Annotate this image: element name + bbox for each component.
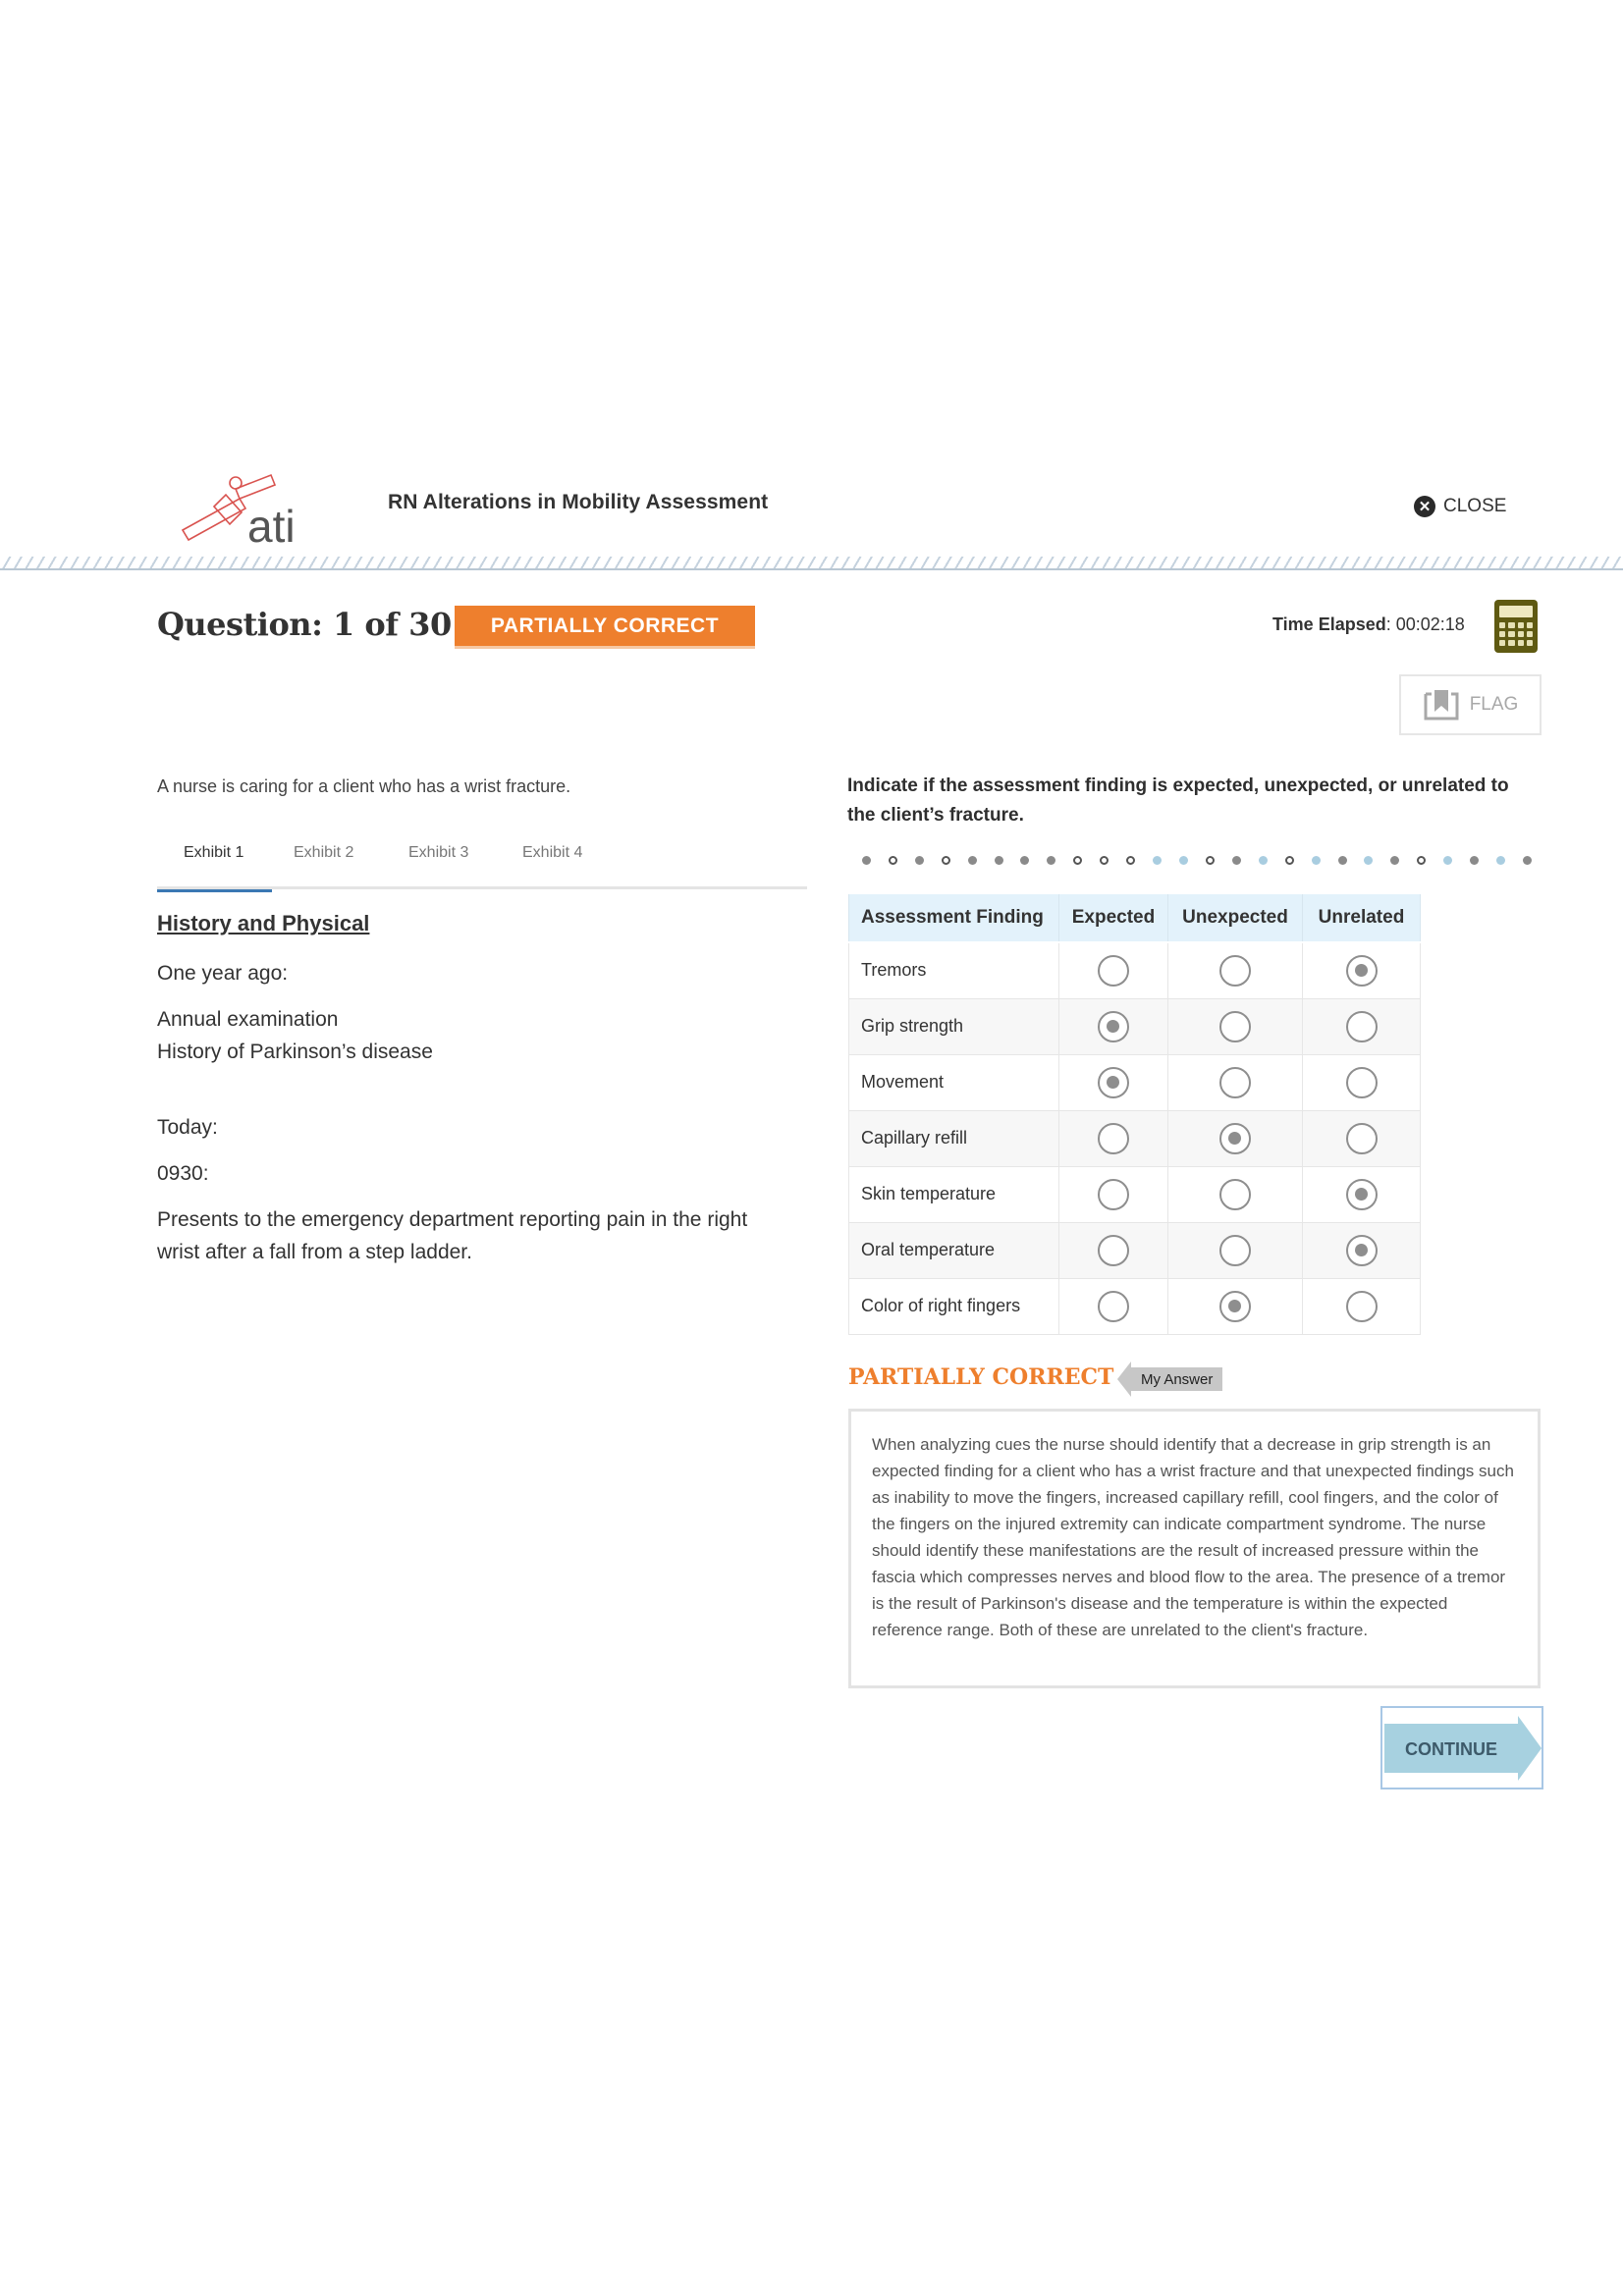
ati-logo: [177, 469, 324, 548]
exhibit-content: [157, 911, 805, 1268]
radio-unexpected[interactable]: [1219, 1011, 1251, 1042]
header-unrelated: Unrelated: [1303, 893, 1421, 942]
progress-dot[interactable]: [1276, 852, 1303, 868]
radio-unexpected[interactable]: [1219, 1067, 1251, 1098]
radio-unexpected[interactable]: [1219, 1179, 1251, 1210]
radio-unexpected[interactable]: [1219, 1291, 1251, 1322]
exhibit-tabs: [157, 840, 807, 889]
progress-dot[interactable]: [1197, 852, 1223, 868]
finding-label: Capillary refill: [849, 1110, 1059, 1166]
exhibit-line: Presents to the emergency department reporting pain in the right wrist after a fall from a step ladder.: [157, 1208, 748, 1263]
finding-label: Tremors: [849, 942, 1059, 998]
exhibit-line: One year ago:: [157, 962, 289, 985]
progress-dot[interactable]: [1356, 852, 1382, 868]
radio-unexpected[interactable]: [1219, 1123, 1251, 1154]
exhibit-line: 0930:: [157, 1162, 209, 1185]
table-row: [849, 1110, 1421, 1166]
table-row: [849, 1166, 1421, 1222]
progress-dot[interactable]: [933, 852, 959, 868]
radio-unrelated[interactable]: [1346, 1123, 1378, 1154]
matrix-table: [848, 892, 1421, 1335]
radio-unexpected[interactable]: [1219, 955, 1251, 987]
finding-label: Grip strength: [849, 998, 1059, 1054]
tab-exhibit-4[interactable]: Exhibit 4: [522, 844, 583, 861]
bookmark-flag-icon: [1423, 688, 1460, 721]
header-divider: [0, 557, 1623, 570]
progress-dot[interactable]: [1514, 852, 1541, 868]
continue-label: CONTINUE: [1405, 1739, 1497, 1759]
radio-expected[interactable]: [1098, 1291, 1129, 1322]
result-label: PARTIALLY CORRECT: [848, 1364, 1114, 1390]
radio-unrelated[interactable]: [1346, 1235, 1378, 1266]
tab-exhibit-2[interactable]: Exhibit 2: [294, 844, 354, 861]
progress-dot[interactable]: [853, 852, 880, 868]
progress-dot[interactable]: [1250, 852, 1276, 868]
progress-dot[interactable]: [1488, 852, 1514, 868]
header-assessment-finding: Assessment Finding: [849, 893, 1059, 942]
progress-dot[interactable]: [959, 852, 986, 868]
progress-dot[interactable]: [1408, 852, 1434, 868]
radio-unrelated[interactable]: [1346, 1067, 1378, 1098]
progress-dot[interactable]: [1144, 852, 1170, 868]
timer-value: : 00:02:18: [1385, 614, 1465, 634]
rationale-box: When analyzing cues the nurse should identify that a decrease in grip strength is an expected finding for a client who has a wrist fracture and that unexpected findings such as inability to move the fingers, increased capillary refill, cool fingers, and the color of the fingers on the injured extremity can indicate compartment syndrome. The nurse should identify these manifestations are the result of increased pressure within the fascia which compresses nerves and blood flow to the area. The presence of a tremor is the result of Parkinson's disease and the temperature is within the expected reference range. Both of these are unrelated to the client's fracture.: [848, 1409, 1541, 1688]
progress-dot[interactable]: [1064, 852, 1091, 868]
status-badge: PARTIALLY CORRECT: [455, 606, 755, 646]
radio-expected[interactable]: [1098, 1123, 1129, 1154]
ati-logo-icon: [177, 469, 324, 548]
exhibit-line: History of Parkinson’s disease: [157, 1041, 433, 1063]
question-stem: A nurse is caring for a client who has a wrist fracture.: [157, 776, 571, 796]
progress-dot[interactable]: [986, 852, 1012, 868]
progress-dot[interactable]: [1461, 852, 1488, 868]
exhibit-line: Today:: [157, 1116, 218, 1139]
close-circle-icon: ✕: [1414, 496, 1435, 517]
radio-unrelated[interactable]: [1346, 1179, 1378, 1210]
progress-dot[interactable]: [1091, 852, 1117, 868]
timer-label: Time Elapsed: [1272, 614, 1386, 634]
calculator-icon: [1499, 606, 1533, 617]
progress-dot[interactable]: [1170, 852, 1197, 868]
progress-dot[interactable]: [1117, 852, 1144, 868]
my-answer-label: My Answer: [1131, 1367, 1222, 1391]
table-row: [849, 998, 1421, 1054]
radio-expected[interactable]: [1098, 955, 1129, 987]
progress-dot[interactable]: [1223, 852, 1250, 868]
progress-dot[interactable]: [1303, 852, 1329, 868]
radio-expected[interactable]: [1098, 1067, 1129, 1098]
radio-unrelated[interactable]: [1346, 1291, 1378, 1322]
calculator-button[interactable]: [1494, 600, 1538, 653]
finding-label: Oral temperature: [849, 1222, 1059, 1278]
close-button[interactable]: [1414, 496, 1506, 517]
table-row: [849, 1278, 1421, 1334]
table-row: [849, 1222, 1421, 1278]
progress-dot[interactable]: [1381, 852, 1408, 868]
progress-dot[interactable]: [1012, 852, 1039, 868]
finding-label: Skin temperature: [849, 1166, 1059, 1222]
question-counter: Question: 1 of 30: [157, 606, 452, 643]
finding-label: Movement: [849, 1054, 1059, 1110]
flag-label: FLAG: [1469, 694, 1519, 715]
progress-dot[interactable]: [1329, 852, 1356, 868]
radio-expected[interactable]: [1098, 1011, 1129, 1042]
svg-text:ati: ati: [247, 501, 296, 548]
question-instruction: Indicate if the assessment finding is expected, unexpected, or unrelated to the client’s fracture.: [847, 775, 1509, 826]
header-unexpected: Unexpected: [1168, 893, 1303, 942]
progress-dot[interactable]: [1038, 852, 1064, 868]
continue-button[interactable]: [1380, 1706, 1543, 1789]
progress-dot[interactable]: [880, 852, 906, 868]
tab-exhibit-3[interactable]: Exhibit 3: [408, 844, 469, 861]
progress-dot[interactable]: [906, 852, 933, 868]
app-title: RN Alterations in Mobility Assessment: [388, 491, 769, 513]
radio-unexpected[interactable]: [1219, 1235, 1251, 1266]
table-row: [849, 942, 1421, 998]
progress-dot[interactable]: [1434, 852, 1461, 868]
radio-expected[interactable]: [1098, 1235, 1129, 1266]
table-row: [849, 1054, 1421, 1110]
finding-label: Color of right fingers: [849, 1278, 1059, 1334]
tab-exhibit-1[interactable]: Exhibit 1: [157, 840, 272, 889]
exhibit-heading: History and Physical: [157, 911, 370, 935]
radio-unrelated[interactable]: [1346, 1011, 1378, 1042]
flag-button[interactable]: [1399, 674, 1542, 735]
radio-unrelated[interactable]: [1346, 955, 1378, 987]
exhibit-line: Annual examination: [157, 1008, 339, 1031]
time-elapsed: [1272, 614, 1465, 635]
question-progress-dots: [853, 852, 1541, 868]
arrow-left-icon: [1117, 1362, 1131, 1397]
my-answer-toggle[interactable]: [1117, 1365, 1222, 1393]
radio-expected[interactable]: [1098, 1179, 1129, 1210]
close-label: CLOSE: [1443, 496, 1507, 516]
header-expected: Expected: [1059, 893, 1168, 942]
